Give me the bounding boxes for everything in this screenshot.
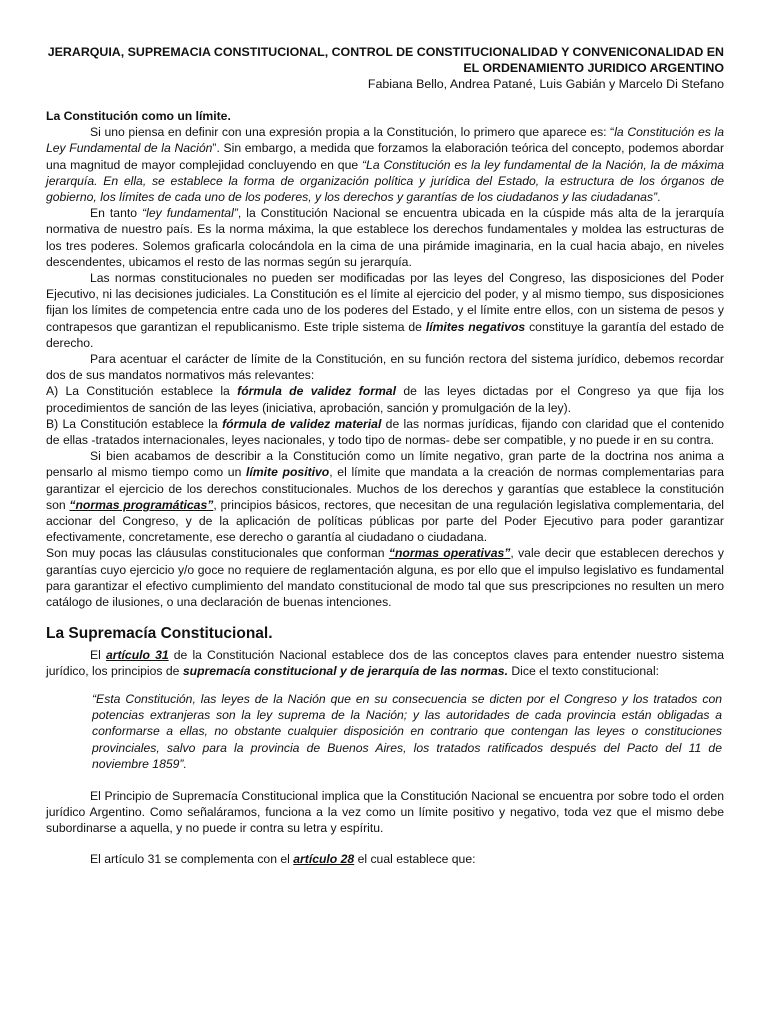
document-title: JERARQUIA, SUPREMACIA CONSTITUCIONAL, CONTROL DE CONSTITUCIONALIDAD Y CONVENICONALIDAD EN EL ORDENAMIENTO JURIDICO ARGENTINO	[47, 45, 724, 75]
document-header	[46, 44, 724, 92]
list-item: A) La Constitución establece la fórmula de validez formal de las leyes dictadas por el Congreso ya que fija los procedimientos de sanción de las leyes (iniciativa, aprobación, sanción y promulgación de la ley).	[46, 384, 724, 415]
section-heading: La Supremacía Constitucional.	[46, 625, 273, 643]
paragraph: El Principio de Supremacía Constitucional implica que la Constitución Nacional se encuentra por sobre todo el orden jurídico Argentino. Como señaláramos, funciona a la vez como un límite positivo y negativo, toda vez que el mismo debe subordinarse a aquella, y no puede ir contra su letra y espíritu.	[46, 788, 724, 836]
paragraph: Para acentuar el carácter de límite de la Constitución, en su función rectora del sistema jurídico, debemos recordar dos de sus mandatos normativos más relevantes:	[46, 352, 724, 383]
paragraph: En tanto “ley fundamental”, la Constitución Nacional se encuentra ubicada en la cúspide más alta de la jerarquía normativa de nuestro país. Es la norma máxima, la que establece los derechos fundamentales y moldea las estructuras de los tres poderes. Solemos graficarla colocándola en la cima de una pirámide imaginaria, en la cual hacia abajo, en niveles descendentes, ubicamos el resto de las normas según su jerarquía.	[46, 206, 724, 269]
paragraph: Si bien acabamos de describir a la Constitución como un límite negativo, gran parte de la doctrina nos anima a pensarlo al mismo tiempo como un límite positivo, el límite que mandata a la creación de normas complementarias para garantizar el ejercicio de los derechos constitucionales. Muchos de los derechos y garantías que establece la constitución son “normas programáticas”, principios básicos, rectores, que necesitan de una regulación legislativa complementaria, del accionar del Congreso, y de la aplicación de políticas públicas por parte del Poder Ejecutivo para poder garantizar efectivamente, concretamente, ese derecho o garantía al ciudadano o ciudadana.	[46, 449, 724, 545]
document-authors: Fabiana Bello, Andrea Patané, Luis Gabián y Marcelo Di Stefano	[367, 77, 724, 91]
paragraph: Si uno piensa en definir con una expresión propia a la Constitución, lo primero que aparece es: “la Constitución es la Ley Fundamental de la Nación”. Sin embargo, a medida que forzamos la elaboración teórica del concepto, podemos abordar una magnitud de mayor complejidad concluyendo en que “La Constitución es la ley fundamental de la Nación, la de máxima jerarquía. En ella, se establece la forma de organización política y jurídica del Estado, la estructura de los órganos de gobierno, los límites de cada uno de los poderes, y los derechos y garantías de los ciudadanos y las ciudadanas”.	[46, 125, 725, 205]
list-item: B) La Constitución establece la fórmula de validez material de las normas jurídicas, fijando con claridad que el contenido de ellas -tratados internacionales, leyes nacionales, y todo tipo de normas- debe ser compatible, y no puede ir en su contra.	[46, 416, 724, 448]
block-quote: “Esta Constitución, las leyes de la Nación que en su consecuencia se dicten por el Congreso y los tratados con potencias extranjeras son la ley suprema de la Nación; y las autoridades de cada provincia están obligadas a conformarse a ellas, no obstante cualquier disposición en contrario que contengan las leyes o constituciones provinciales, salvo para la provincia de Buenos Aires, los tratados ratificados después del Pacto del 11 de noviembre 1859”.	[92, 691, 722, 771]
paragraph: El artículo 31 se complementa con el artículo 28 el cual establece que:	[90, 851, 476, 866]
section-heading: La Constitución como un límite.	[46, 109, 231, 123]
paragraph: El artículo 31 de la Constitución Nacional establece dos de las conceptos claves para entender nuestro sistema jurídico, los principios de supremacía constitucional y de jerarquía de las normas. Dice el texto constitucional:	[46, 647, 724, 678]
paragraph: Son muy pocas las cláusulas constitucionales que conforman “normas operativas”, vale decir que establecen derechos y garantías cuyo ejercicio y/o goce no requiere de reglamentación alguna, es por ello que el impulso legislativo es fundamental para garantizar el efectivo cumplimiento del mandato constitucional de modo tal que sus prescripciones no resulten un mero catálogo de ilusiones, o una declaración de buenas intenciones.	[46, 546, 724, 610]
paragraph: Las normas constitucionales no pueden ser modificadas por las leyes del Congreso, las disposiciones del Poder Ejecutivo, ni las decisiones judiciales. La Constitución es el límite al ejercicio del poder, y al mismo tiempo, sus disposiciones fijan los límites de competencia entre cada uno de los poderes del Estado, y el límite entre ellos, con un sistema de pesos y contrapesos que garantizan el republicanismo. Este triple sistema de límites negativos constituye la garantía del estado de derecho.	[46, 271, 725, 350]
